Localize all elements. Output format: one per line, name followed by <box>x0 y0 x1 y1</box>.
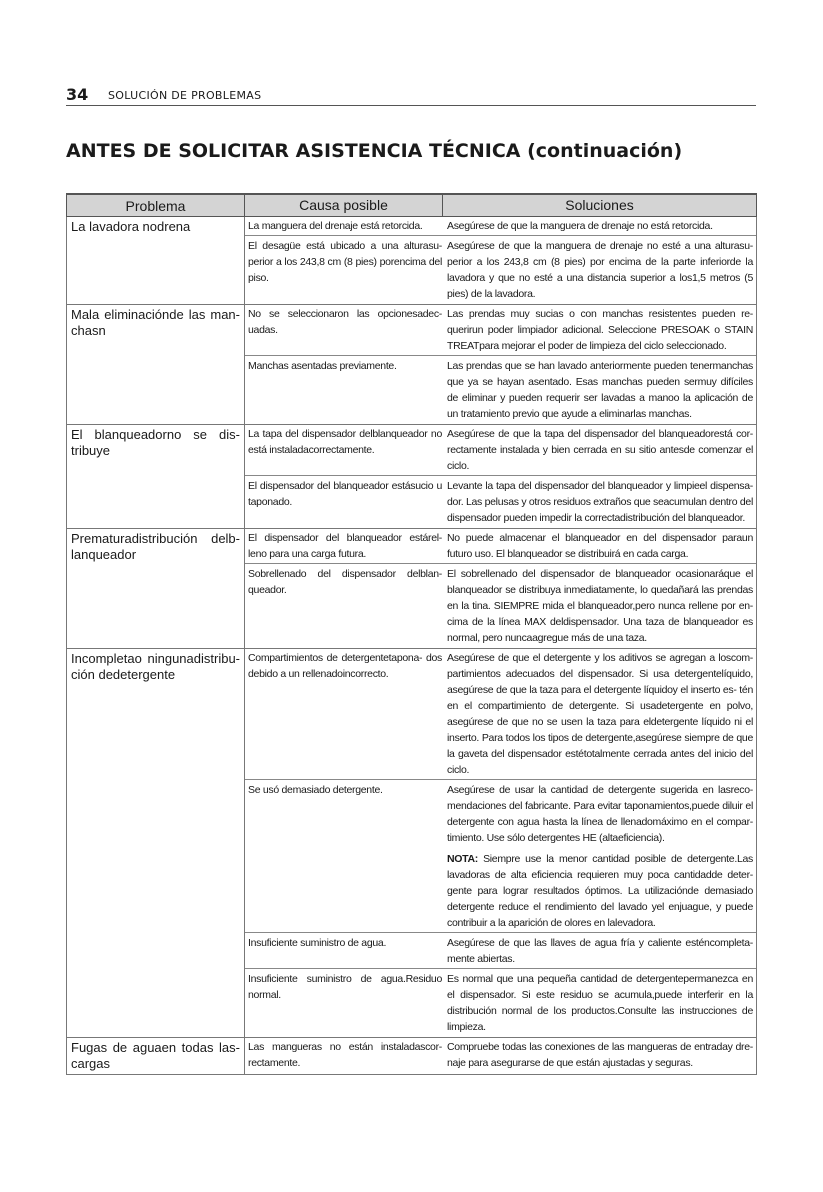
column-header-problem: Problema <box>67 194 245 217</box>
problem-cell: Incompletao ningunadistribu- ción dedetergente <box>67 649 245 1038</box>
solution-text: Compruebe todas las conexiones de las mangueras de entraday dre- naje para asegurarse de que están ajustadas y seguras. <box>447 1041 753 1069</box>
cause-solution-entry <box>245 530 756 563</box>
solution-text: Asegúrese de que las llaves de agua fría y caliente esténcompleta- mente abiertas. <box>447 937 753 965</box>
problem-cell: Fugas de aguaen todas las- cargas <box>67 1038 245 1075</box>
solution-text: Las prendas que se han lavado anteriormente pueden tenermanchas que ya se hayan asentado. Esas manchas pueden sermuy difíciles de eliminar y pueden requerir ser lavadas a manoo la aplicación de un tratamiento previo que ayude a eliminarlas manchas. <box>447 360 753 420</box>
cause-solution-entry <box>245 779 756 932</box>
cause-solution-cell <box>245 529 757 649</box>
cause-text: El desagüe está ubicado a una alturasu- perior a los 243,8 cm (8 pies) porencima del piso. <box>248 240 442 284</box>
cause-solution-entry <box>245 426 756 475</box>
column-header-cause-solution <box>245 194 757 217</box>
solution-text: Asegúrese de que el detergente y los aditivos se agregan a loscom- partimientos adecuados del dispensador. Si usa detergentelíquido, asegúrese de que la taza para el detergente líquidoy el inserto es- tén en el compartimiento de detergente. Si usadetergente en polvo, asegúrese de que no se usen la taza para eldetergente líquido ni el inserto. Para todos los tipos de detergente,asegúrese siempre de que la gaveta del dispensador estétotalmente cerrada antes del inicio del ciclo. <box>447 652 753 776</box>
cause-solution-entry <box>245 650 756 779</box>
cause-text: Compartimientos de detergentetapona- dos debido a un rellenadoincorrecto. <box>248 652 442 680</box>
page-header <box>66 85 756 106</box>
table-row <box>67 305 757 425</box>
cause-text: Las mangueras no están instaladascor- rectamente. <box>248 1041 442 1069</box>
table-row <box>67 649 757 1038</box>
cause-solution-entry <box>245 1039 756 1072</box>
solution-cell <box>447 530 753 562</box>
cause-solution-cell <box>245 305 757 425</box>
table-row <box>67 529 757 649</box>
section-name: SOLUCIÓN DE PROBLEMAS <box>108 89 262 102</box>
cause-text: El dispensador del blanqueador estásucio u taponado. <box>248 480 442 508</box>
problem-cell: El blanqueadorno se dis- tribuye <box>67 425 245 529</box>
cause-solution-entry <box>245 218 756 235</box>
solution-text: No puede almacenar el blanqueador en del dispensador paraun futuro uso. El blanqueador se distribuirá en cada carga. <box>447 532 753 560</box>
solution-cell <box>447 478 753 526</box>
problem-cell: La lavadora nodrena <box>67 217 245 305</box>
solution-text: Asegúrese de que la manguera de drenaje no está retorcida. <box>447 220 713 232</box>
cause-text: La tapa del dispensador delblanqueador no está instaladacorrectamente. <box>248 428 442 456</box>
solution-text: Levante la tapa del dispensador del blanqueador y limpieel dispensa- dor. Las pelusas y otros residuos extraños que seacumulan dentro del dispensador pueden impedir la correctadistribución del blanqueador. <box>447 480 753 524</box>
solution-text: Asegúrese de que la manguera de drenaje no esté a una alturasu- perior a los 243,8 cm (8 pies) por encima de la parte inferiorde la lavadora y que no esté a una distancia superior a los1,5 metros (5 pies) de la lavadora. <box>447 240 753 300</box>
solution-cell <box>447 358 753 422</box>
note-text: Siempre use la menor cantidad posible de detergente.Las lavadoras de alta eficiencia requieren muy poca cantidadde deter- gente para lograr resultados óptimos. La utilizaciónde demasiado detergente reduce el rendimiento del lavado yel enjuague, y puede contribuir a la aparición de olores en lalevadora. <box>447 853 753 929</box>
solution-text: Es normal que una pequeña cantidad de detergentepermanezca en el dispensador. Si este residuo se acumula,puede interferir en la distribución normal de los productos.Consulte las instrucciones de limpieza. <box>447 973 753 1033</box>
solution-text: Asegúrese de usar la cantidad de detergente sugerida en lasreco- mendaciones del fabricante. Para evitar taponamientos,puede diluir el detergente con agua hasta la línea de llenadomáximo en el compar- timiento. Use sólo detergentes HE (altaeficiencia). <box>447 784 753 844</box>
solution-cell <box>447 1039 753 1071</box>
cause-solution-cell <box>245 217 757 305</box>
table-row <box>67 217 757 305</box>
cause-solution-entry <box>245 563 756 647</box>
solution-text: Asegúrese de que la tapa del dispensador del blanqueadorestá cor- rectamente instalada y bien cerrada en su sitio antesde comenzar el ciclo. <box>447 428 753 472</box>
cause-text: Sobrellenado del dispensador delblan- queador. <box>248 568 442 596</box>
solution-text: El sobrellenado del dispensador de blanqueador ocasionaráque el blanqueador se distribuya inmediatamente, lo quedañará las prendas en la tina. SIEMPRE mida el blanqueador,pero nunca rellene por en- cima de la línea MAX deldispensador. Una taza de blanqueador es normal, pero nuncaagregue más de una taza. <box>447 568 753 644</box>
cause-solution-cell <box>245 425 757 529</box>
cause-text: Manchas asentadas previamente. <box>248 360 397 372</box>
problem-cell: Mala eliminaciónde las man- chasn <box>67 305 245 425</box>
solution-text: Las prendas muy sucias o con manchas resistentes pueden re- querirun poder limpiador adicional. Seleccione PRESOAK o STAIN TREATpara mejorar el poder de limpieza del ciclo seleccionado. <box>447 308 753 352</box>
cause-text: Se usó demasiado detergente. <box>248 784 383 796</box>
solution-cell <box>447 650 753 778</box>
solution-cell <box>447 306 753 354</box>
cause-text: No se seleccionaron las opcionesadec- uadas. <box>248 308 442 336</box>
note-label: NOTA: <box>447 853 478 865</box>
note-paragraph <box>447 851 753 931</box>
table-header-row <box>67 194 757 217</box>
solution-cell <box>447 238 753 302</box>
solution-cell <box>447 566 753 646</box>
page-title: ANTES DE SOLICITAR ASISTENCIA TÉCNICA (continuación) <box>66 140 683 162</box>
troubleshooting-table <box>66 193 757 1075</box>
solution-cell <box>447 218 753 234</box>
cause-solution-entry <box>245 932 756 968</box>
solution-cell <box>447 782 753 931</box>
cause-solution-cell <box>245 649 757 1038</box>
column-header-cause: Causa posible <box>245 195 443 216</box>
cause-solution-cell <box>245 1038 757 1075</box>
solution-cell <box>447 935 753 967</box>
table-row <box>67 425 757 529</box>
table-row <box>67 1038 757 1075</box>
cause-solution-entry <box>245 235 756 303</box>
solution-cell <box>447 971 753 1035</box>
cause-solution-entry <box>245 355 756 423</box>
cause-text: El dispensador del blanqueador estárel- leno para una carga futura. <box>248 532 442 560</box>
page-number: 34 <box>66 85 89 104</box>
cause-text: Insuficiente suministro de agua.Residuo normal. <box>248 973 442 1001</box>
problem-cell: Prematuradistribución delb- lanqueador <box>67 529 245 649</box>
column-header-solution: Soluciones <box>565 197 634 213</box>
cause-text: La manguera del drenaje está retorcida. <box>248 220 423 232</box>
cause-text: Insuficiente suministro de agua. <box>248 937 387 949</box>
cause-solution-entry <box>245 968 756 1036</box>
solution-cell <box>447 426 753 474</box>
cause-solution-entry <box>245 306 756 355</box>
cause-solution-entry <box>245 475 756 527</box>
